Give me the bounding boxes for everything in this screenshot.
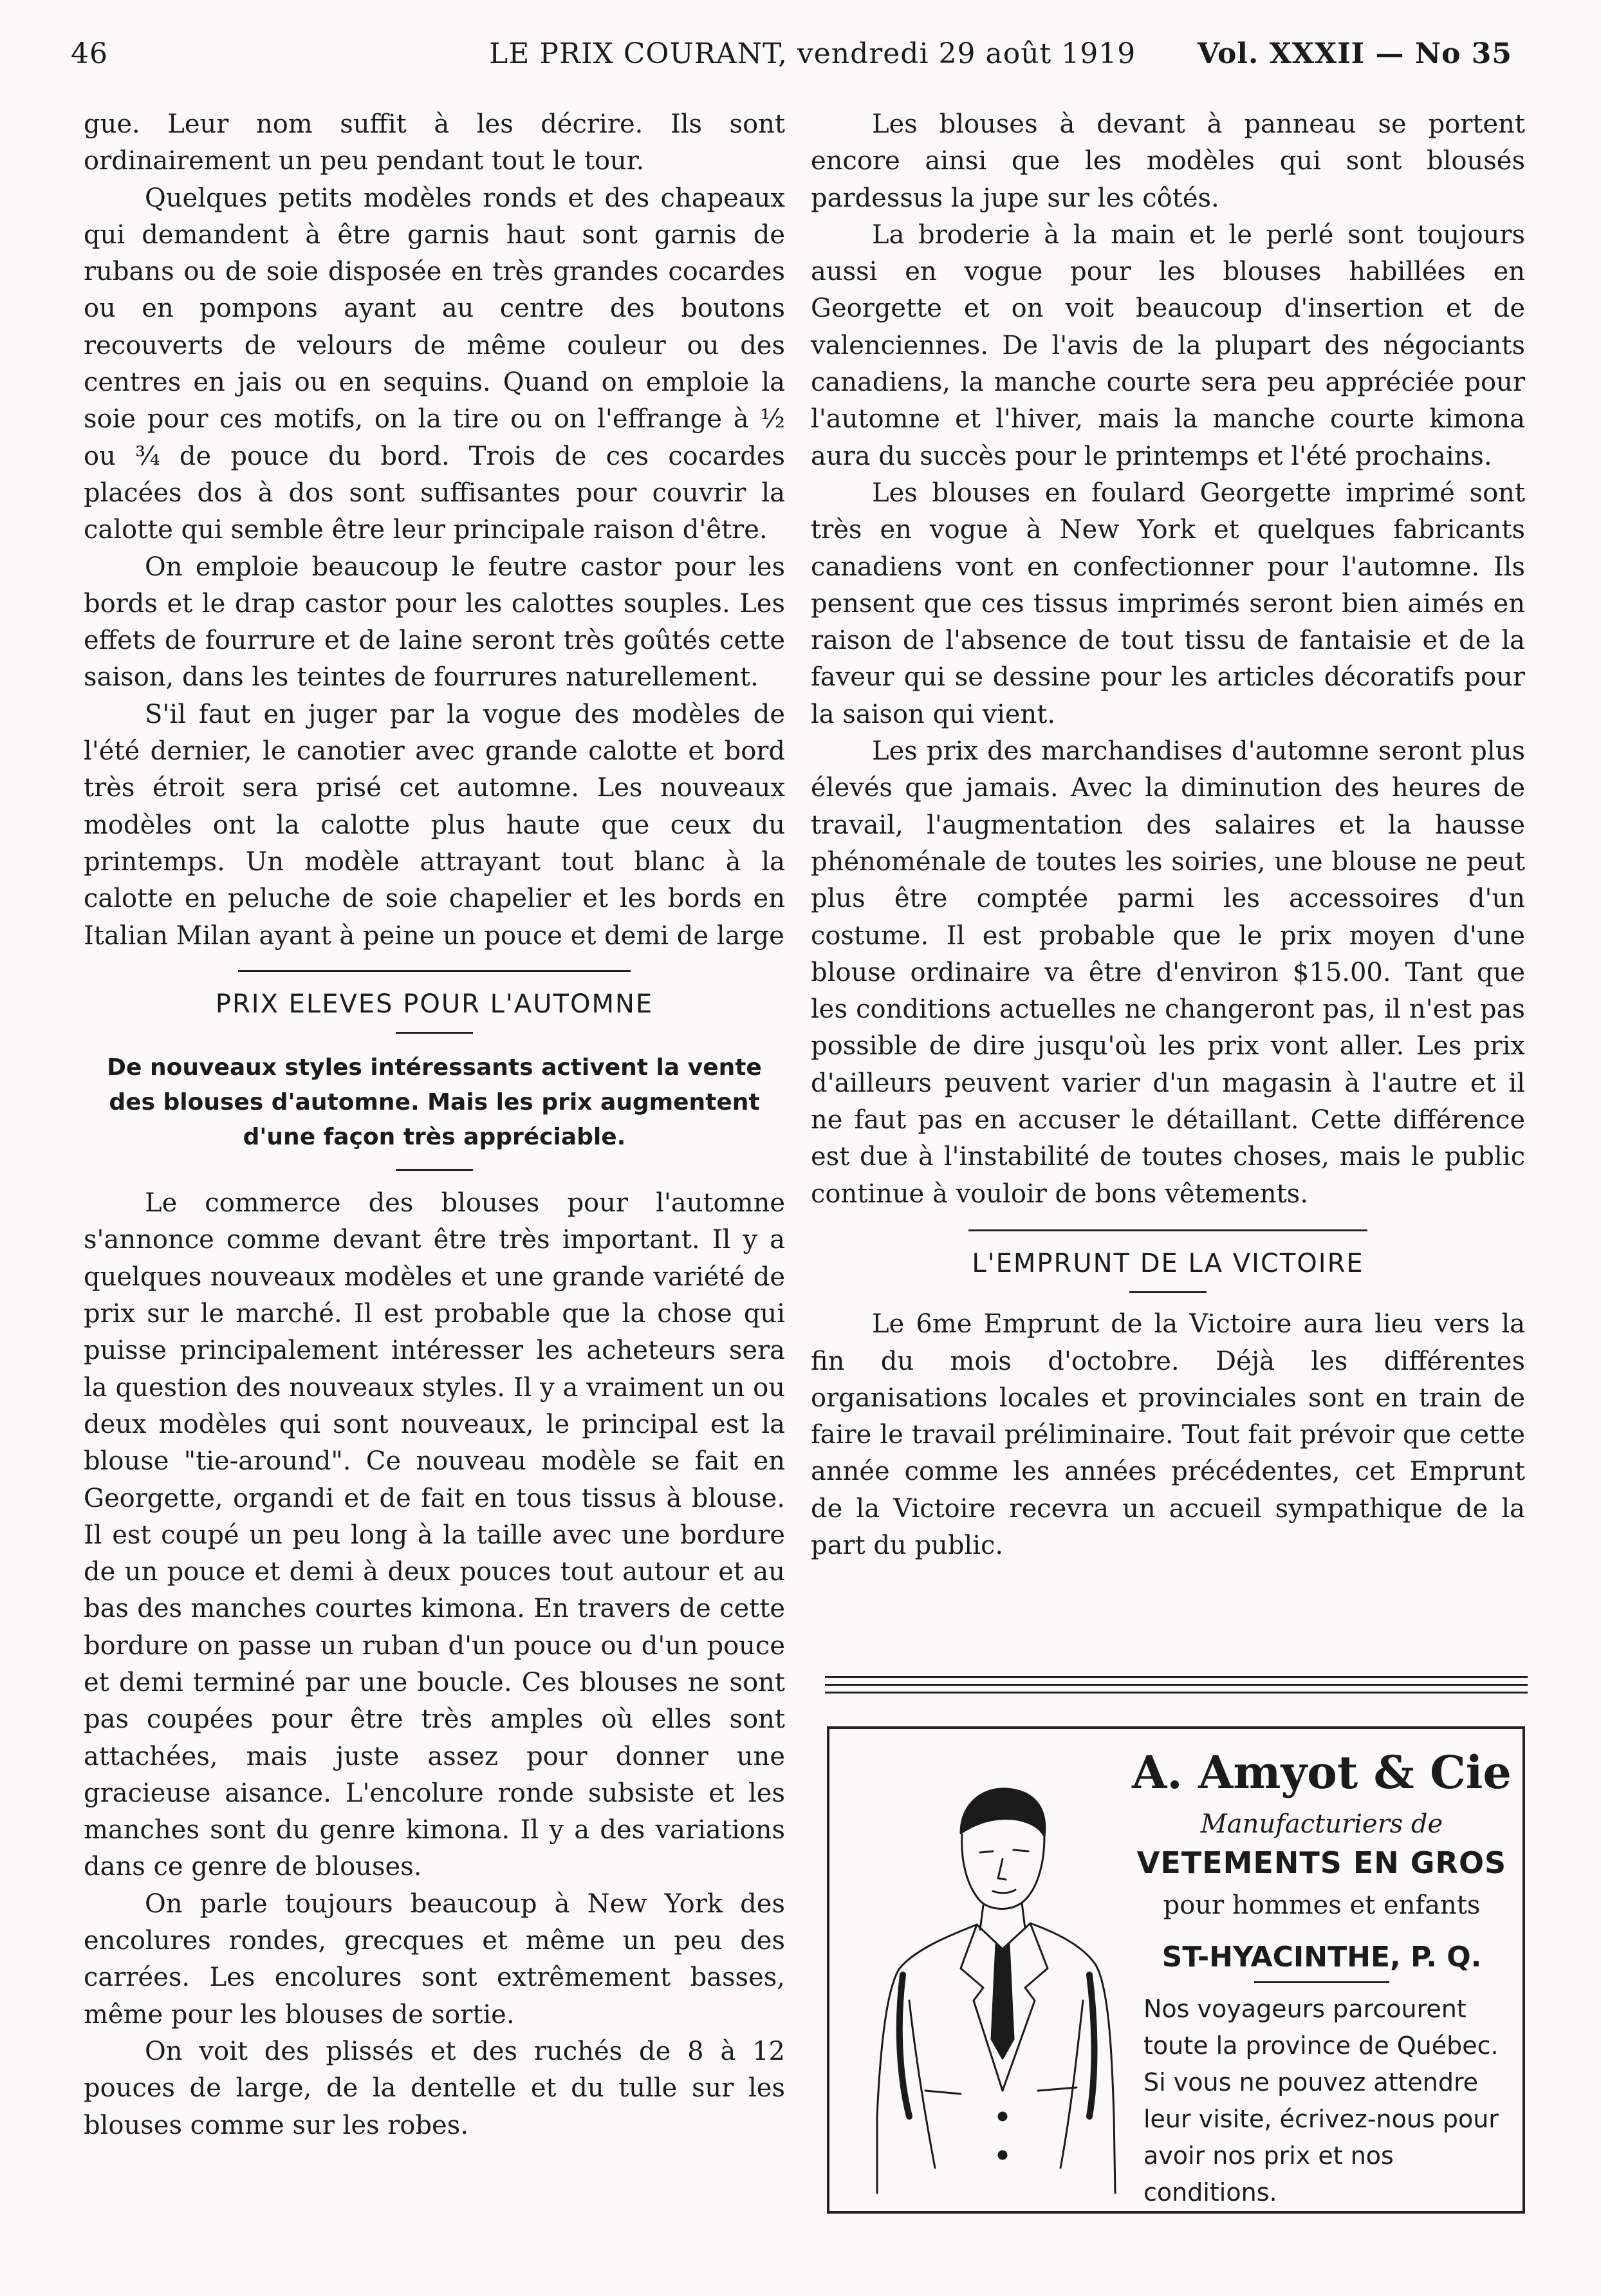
ad-rule (1254, 1981, 1389, 1983)
publication-title: LE PRIX COURANT, vendredi 29 août 1919 (489, 37, 1136, 70)
paragraph: Les blouses à devant à panneau se portent encore ainsi que les modèles qui sont blousés pardessus la jupe sur les côtés. (811, 109, 1525, 213)
paragraph: Le 6me Emprunt de la Victoire aura lieu vers la fin du mois d'octobre. Déjà les différentes organisations locales et provinciales sont en train de faire le travail préliminaire. Tout fait prévoir que cette année comme les années précédentes, cet Emprunt de la Victoire recevra un accueil sympathique de la part du public. (811, 1309, 1525, 1560)
advertisement (827, 1726, 1525, 2214)
paragraph: On emploie beaucoup le feutre castor pour les bords et le drap castor pour les calottes souples. Les effets de fourrure et de laine seront très goûtés cette saison, dans les teintes de fourrures naturellement. (84, 552, 785, 693)
paragraph: Le commerce des blouses pour l'automne s'annonce comme devant être très important. Il y a quelques nouveaux modèles et une grande variété de prix sur le marché. Il est probable que la chose qui puisse principalement intéresser les acheteurs sera la question des nouveaux styles. Il y a vraiment un ou deux modèles qui sont nouveaux, le principal est la blouse "tie-around". Ce nouveau modèle se fait en Georgette, organdi et de fait en tous tissus à blouse. Il est coupé un peu long à la taille avec une bordure de un pouce et demi à deux pouces tout autour et au bas des manches courtes kimona. En travers de cette bordure on passe un ruban d'un pouce ou d'un pouce et demi terminé par une boucle. Ces blouses ne sont pas coupées pour être très amples où elles sont attachées, mais juste assez pour donner une gracieuse aisance. L'encolure ronde subsiste et les manches sont du genre kimona. Il y a des variations dans ce genre de blouses. (84, 1188, 785, 1882)
ad-manufacturers-line: Manufacturiers de (1200, 1809, 1443, 1839)
ad-for-line: pour hommes et enfants (1163, 1890, 1481, 1920)
article-title: PRIX ELEVES POUR L'AUTOMNE (215, 989, 654, 1019)
ad-city: ST-HYACINTHE, P. Q. (1161, 1941, 1482, 1974)
title-rule (1129, 1291, 1207, 1293)
ad-text (1125, 1729, 1518, 2211)
paragraph: La broderie à la main et le perlé sont toujours aussi en vogue pour les blouses habillées en Georgette et on voit beaucoup d'insertion et de valenciennes. De l'avis de la plupart des négociants canadiens, la manche courte sera peu appréciée pour l'automne et l'hiver, mais la manche courte kimona aura du succès pour le printemps et l'été prochains. (811, 219, 1525, 471)
title-rule (396, 1032, 473, 1034)
section-divider (238, 970, 631, 972)
paragraph: Les prix des marchandises d'automne seront plus élevés que jamais. Avec la diminution des heures de travail, l'augmentation des salaires et la hausse phénoménale de toutes les soiries, une blouse ne peut plus être comptée parmi les accessoires d'un costume. Il est probable que le prix moyen d'une blouse ordinaire va être d'environ $15.00. Tant que les conditions actuelles ne changeront pas, il n'est pas possible de dire jusqu'où les prix vont aller. Les prix d'ailleurs peuvent varier d'un magasin à l'autre et il ne faut pas en accuser le détaillant. Cette différence est due à l'instabilité de toutes choses, mais le public continue à vouloir de bons vêtements. (811, 736, 1525, 1209)
ad-products-line: VETEMENTS EN GROS (1136, 1845, 1507, 1880)
volume-number: Vol. XXXII — No 35 (1197, 37, 1512, 70)
left-column (84, 106, 785, 2144)
article-title: L'EMPRUNT DE LA VICTOIRE (972, 1248, 1364, 1278)
page-header (71, 37, 1512, 82)
paragraph: On voit des plissés et des ruchés de 8 à 12 pouces de large, de la dentelle et du tulle sur les blouses comme sur les robes. (84, 2036, 785, 2140)
article-subtitle: De nouveaux styles intéressants activent la vente des blouses d'automne. Mais les prix augmentent d'une façon très appréciable. (107, 1054, 762, 1151)
subtitle-rule (396, 1169, 473, 1171)
paragraph: On parle toujours beaucoup à New York des encolures rondes, grecques et même un peu des carrées. Les encolures sont extrêmement basses, même pour les blouses de sortie. (84, 1889, 785, 2030)
man-in-suit-illustration (864, 1756, 1122, 2194)
paragraph: gue. Leur nom suffit à les décrire. Ils sont ordinairement un peu pendant tout le tour. (84, 109, 785, 176)
paragraph: Quelques petits modèles ronds et des chapeaux qui demandent à être garnis haut sont garnis de rubans ou de soie disposée en très grandes cocardes ou en pompons ayant au centre des boutons recouverts de velours de même couleur ou des centres en jais ou en sequins. Quand on emploie la soie pour ces motifs, on la tire ou on l'effrange à ½ ou ¾ de pouce du bord. Trois de ces cocardes placées dos à dos sont suffisantes pour couvrir la calotte qui semble être leur principale raison d'être. (84, 183, 785, 545)
paragraph: Les blouses en foulard Georgette imprimé sont très en vogue à New York et quelques fabricants canadiens vont en confectionner pour l'automne. Ils pensent que ces tissus imprimés seront bien aimés en raison de l'absence de tout tissu de fantaisie et de la faveur qui se dessine pour les articles décoratifs pour la saison qui vient. (811, 478, 1525, 729)
paragraph: S'il faut en juger par la vogue des modèles de l'été dernier, le canotier avec grande calotte et bord très étroit sera prisé cet automne. Les nouveaux modèles ont la calotte plus haute que ceux du printemps. Un modèle attrayant tout blanc à la calotte en peluche de soie chapelier et les bords en Italian Milan ayant à peine un pouce et demi de large (84, 699, 785, 951)
firm-name: A. Amyot & Cie (1132, 1746, 1512, 1799)
ad-message: Nos voyageurs parcourent toute la province de Québec. Si vous ne pouvez attendre leur visite, écrivez-nous pour avoir nos prix et nos conditions. (1143, 1995, 1499, 2207)
page-number: 46 (71, 37, 108, 70)
ad-top-rules (825, 1676, 1528, 1699)
right-column (811, 106, 1525, 1564)
section-divider (968, 1229, 1367, 1231)
